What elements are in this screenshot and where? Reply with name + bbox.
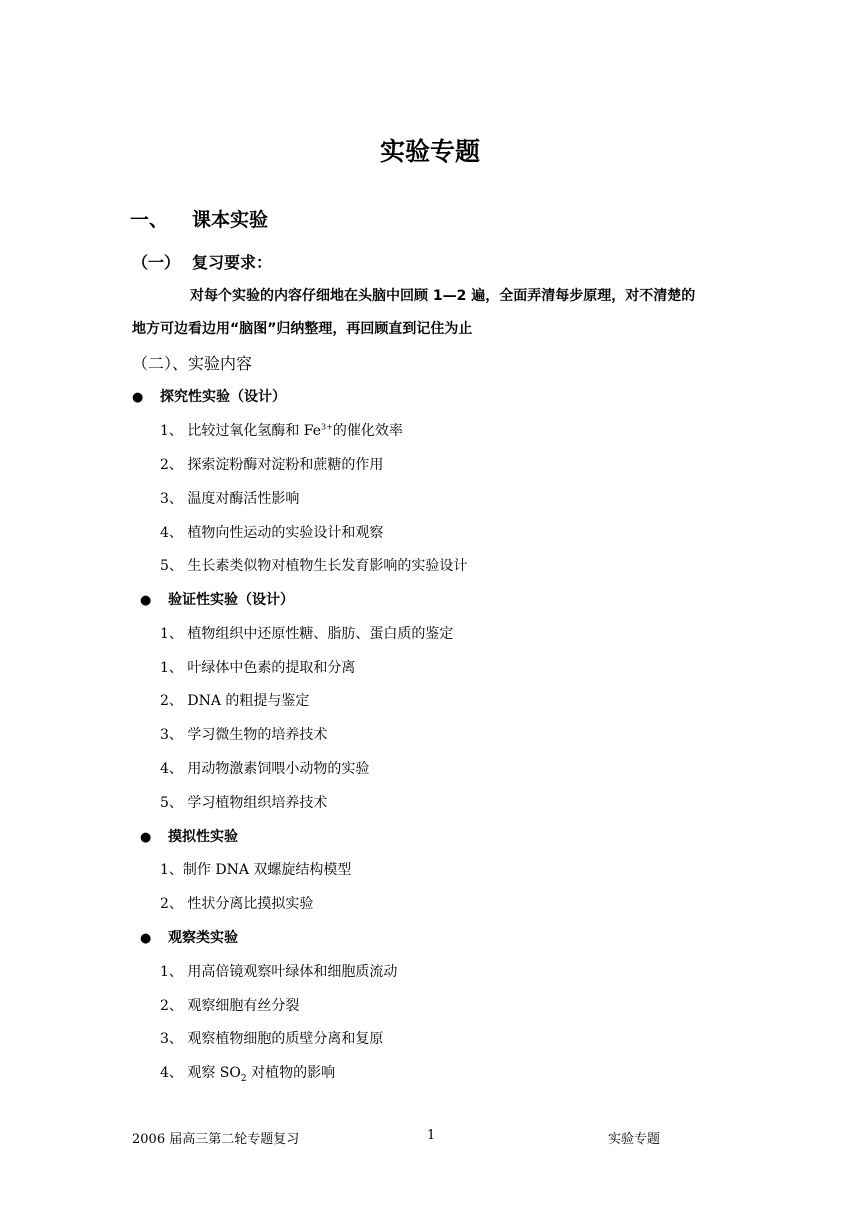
- category-exploratory: [132, 386, 286, 406]
- list-item: 3、 观察植物细胞的质壁分离和复原: [160, 1031, 384, 1047]
- category-label: 摸拟性实验: [168, 829, 238, 845]
- subsection-heading-1: [132, 250, 272, 273]
- subsection-title: 复习要求：: [192, 253, 273, 272]
- item-text-tail: 对植物的影响: [246, 1065, 336, 1081]
- list-item: 2、 性状分离比摸拟实验: [160, 896, 314, 912]
- category-simulation: [140, 826, 238, 846]
- bullet-icon: ●: [140, 830, 152, 845]
- subsection-heading-2: （二）、实验内容: [132, 354, 253, 373]
- list-item: 1、 叶绿体中色素的提取和分离: [160, 660, 356, 676]
- list-item: 1、 植物组织中还原性糖、脂肪、蛋白质的鉴定: [160, 626, 454, 642]
- list-item: 5、 学习植物组织培养技术: [160, 795, 328, 811]
- footer-right: 实验专题: [608, 1132, 661, 1147]
- item-text-tail: 的催化效率: [332, 423, 403, 439]
- page-number: 1: [427, 1128, 436, 1143]
- requirement-line-2: 地方可边看边用“脑图”归纳整理，再回顾直到记住为止: [132, 321, 473, 337]
- list-item: 5、 生长素类似物对植物生长发育影响的实验设计: [160, 558, 468, 574]
- category-observation: [140, 927, 238, 947]
- list-item: 3、 温度对酶活性影响: [160, 491, 300, 507]
- list-item: 4、 用动物激素饲喂小动物的实验: [160, 761, 370, 777]
- list-item: 3、 学习微生物的培养技术: [160, 727, 328, 743]
- item-text: 4、 观察 SO: [160, 1065, 241, 1081]
- list-item: 1、制作 DNA 双螺旋结构模型: [160, 862, 352, 878]
- list-item: [160, 420, 403, 440]
- category-label: 验证性实验（设计）: [168, 592, 294, 608]
- category-label: 观察类实验: [168, 930, 238, 946]
- footer-left: 2006 届高三第二轮专题复习: [132, 1132, 300, 1147]
- list-item: 2、 观察细胞有丝分裂: [160, 998, 300, 1014]
- list-item: 4、 植物向性运动的实验设计和观察: [160, 525, 384, 541]
- item-superscript: 3+: [321, 422, 333, 432]
- bullet-icon: ●: [140, 593, 152, 608]
- list-item: 2、 探索淀粉酶对淀粉和蔗糖的作用: [160, 457, 384, 473]
- bullet-icon: ●: [132, 390, 144, 405]
- item-text: 1、 比较过氧化氢酶和 Fe: [160, 423, 322, 439]
- section-heading-1: [130, 205, 268, 232]
- section-title: 课本实验: [192, 209, 269, 231]
- list-item: 2、 DNA 的粗提与鉴定: [160, 693, 310, 709]
- list-item: [160, 1062, 335, 1082]
- requirement-line-1: 对每个实验的内容仔细地在头脑中回顾 1—2 遍，全面弄清每步原理，对不清楚的: [190, 288, 696, 304]
- category-verification: [140, 589, 294, 609]
- page-title: 实验专题: [379, 137, 480, 166]
- bullet-icon: ●: [140, 931, 152, 946]
- category-label: 探究性实验（设计）: [160, 389, 286, 405]
- item-subscript: 2: [240, 1073, 247, 1084]
- list-item: 1、 用高倍镜观察叶绿体和细胞质流动: [160, 964, 398, 980]
- subsection-number: （一）: [132, 253, 181, 272]
- section-number: 一、: [130, 209, 169, 231]
